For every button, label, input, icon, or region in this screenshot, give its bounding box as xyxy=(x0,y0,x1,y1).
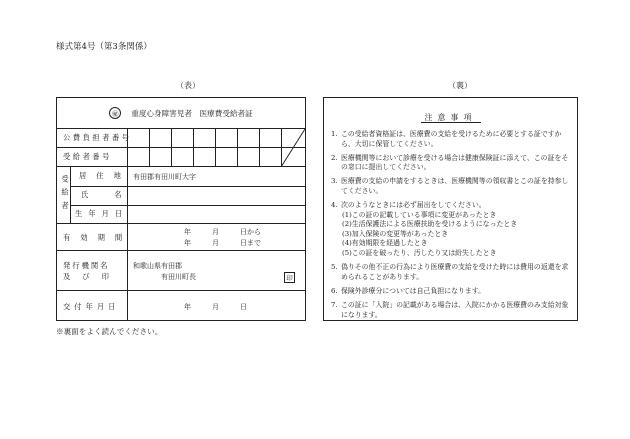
label-value-divider xyxy=(127,224,128,251)
note-item: 3. 医療費の支給の申請をするときは、医療機関等の領収書とこの証を持参してください。 xyxy=(331,177,569,195)
recipient-number-label: 受給者番号 xyxy=(63,152,112,161)
notice-title: 注意事項 xyxy=(324,112,577,123)
form-number: 様式第4号（第3条関係） xyxy=(56,42,152,52)
cell-divider xyxy=(127,129,128,147)
confidential-seal-icon: ㊙ xyxy=(109,107,121,119)
address-value: 有田郡有田川町大字 xyxy=(133,173,196,181)
certificate-back xyxy=(323,97,578,321)
note-item: 7. この証に「入院」の記載がある場合は、入院にかかる医療費のみ支給対象になります。 xyxy=(331,300,569,319)
issuer-label-1: 発行機関名 xyxy=(63,261,110,270)
issuer-row xyxy=(57,251,305,291)
note-item: 4. 次のようなときには必ず届出をしてください。 xyxy=(331,201,486,210)
subnote-item: (2)生活保護法による医療扶助を受けるようになったとき xyxy=(342,220,518,229)
subnote-item: (5)この証を破ったり、汚したり又は紛失したとき xyxy=(342,249,497,258)
recipient-number-row xyxy=(57,148,305,167)
issue-date-value: 年 月 日 xyxy=(184,303,247,311)
address-label: 居住地 xyxy=(79,171,131,180)
payer-number-row xyxy=(57,129,305,148)
certificate-title-text: 重度心身障害児者 医療費受給者証 xyxy=(131,108,253,118)
issuer-prefecture: 和歌山県有田郡 xyxy=(133,262,182,270)
label-value-divider xyxy=(127,251,128,291)
note-item: 6. 保険外診療分については自己負担になります。 xyxy=(331,286,486,295)
diagonal-strike xyxy=(281,129,305,167)
row-divider xyxy=(70,186,305,187)
recipient-label: 受給者 xyxy=(61,175,70,215)
subnote-item: (3)加入保険の変更等があったとき xyxy=(342,229,449,238)
front-side-label: （表） xyxy=(176,81,200,90)
cell-divider xyxy=(193,129,194,147)
cell-divider xyxy=(237,129,238,147)
issuer-mayor: 有田川町長 xyxy=(161,273,196,281)
label-value-divider xyxy=(127,291,128,321)
footnote: ※裏面をよく読んでください。 xyxy=(56,327,163,336)
cell-divider xyxy=(149,148,150,166)
cell-divider xyxy=(215,129,216,147)
cell-divider xyxy=(171,148,172,166)
recipient-block xyxy=(57,167,305,224)
cell-divider xyxy=(259,148,260,166)
validity-to: 年 月 日まで xyxy=(184,239,261,247)
note-item: 1. この受給者資格証は、医療費の支給を受けるために必要とする証ですから、大切に保管してください。 xyxy=(331,130,562,148)
cell-divider xyxy=(215,148,216,166)
notes-list xyxy=(331,130,575,325)
certificate-title xyxy=(57,98,305,129)
validity-from: 年 月 日から xyxy=(184,228,261,236)
payer-number-label: 公費負担者番号 xyxy=(63,133,132,142)
issuer-label-2: 及び印 xyxy=(63,272,121,281)
back-side-label: （裏） xyxy=(448,81,472,90)
cell-divider xyxy=(259,129,260,147)
note-item: 5. 偽りその他不正の行為により医療費の支給を受けた時には費用の返還を求められることがあります。 xyxy=(331,263,569,281)
recipient-divider xyxy=(70,167,71,224)
cell-divider xyxy=(149,129,150,147)
issue-date-row xyxy=(57,291,305,321)
issue-date-label: 交付年月日 xyxy=(63,302,120,311)
name-label: 氏名 xyxy=(81,190,148,199)
subnote-item: (4)有効期限を経過したとき xyxy=(342,239,428,248)
cell-divider xyxy=(171,129,172,147)
cell-divider xyxy=(237,148,238,166)
certificate-front xyxy=(56,97,306,321)
note-item: 2. 医療機関等において診療を受ける場合は健康保険証に添えて、この証をその窓口に提出してください。 xyxy=(331,153,569,172)
birthdate-label: 生年月日 xyxy=(75,209,129,218)
validity-label: 有効期間 xyxy=(63,233,133,242)
cell-divider xyxy=(193,148,194,166)
validity-row xyxy=(57,224,305,251)
official-stamp-icon: 印 xyxy=(284,272,295,283)
row-divider xyxy=(70,205,305,206)
cell-divider xyxy=(127,148,128,166)
subnote-item: (1)この証の記載している事項に変更があったとき xyxy=(342,210,497,219)
